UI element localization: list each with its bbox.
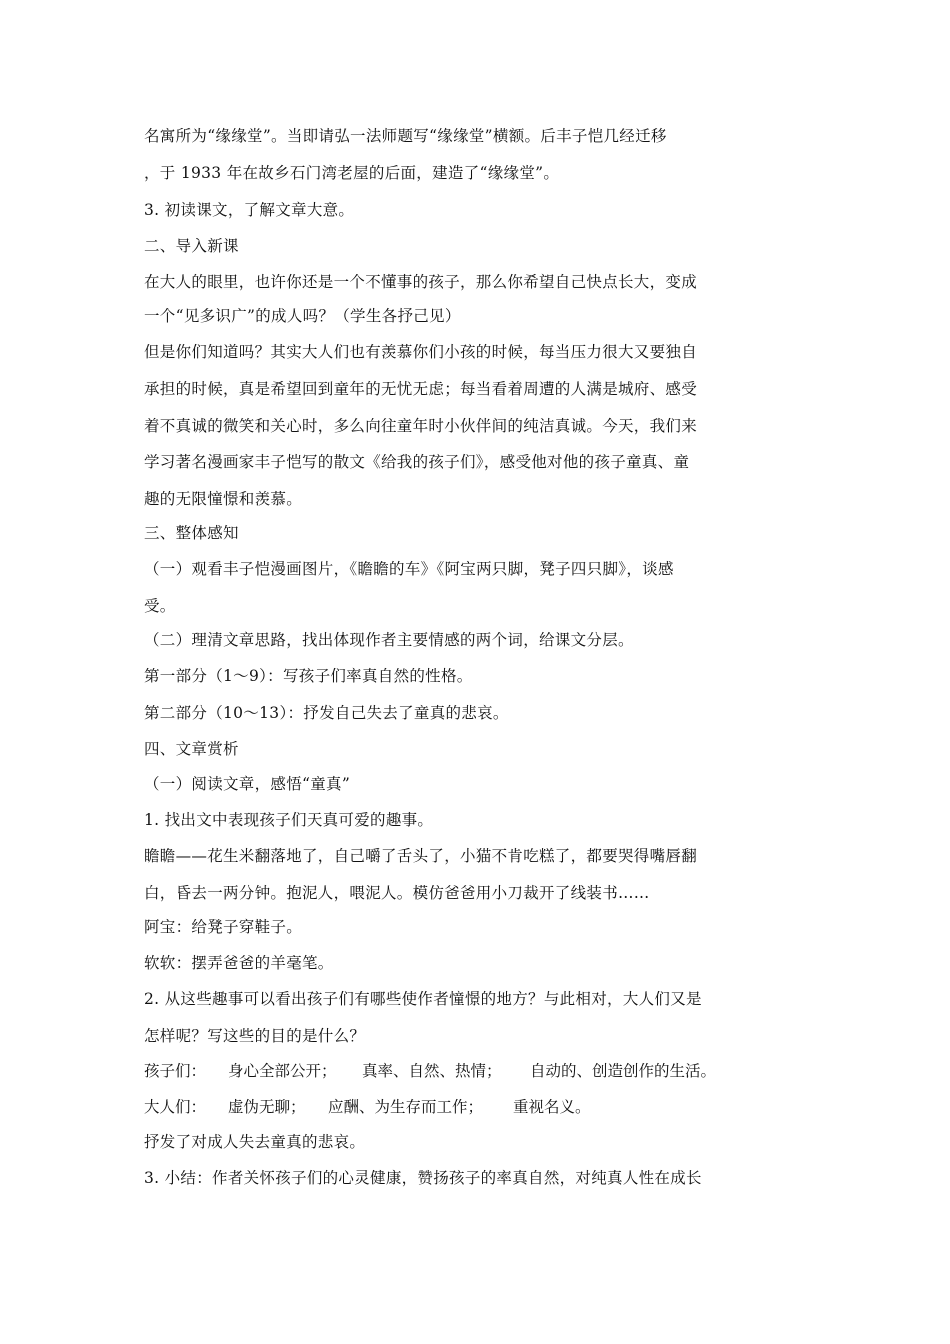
row-item: 身心全部公开； <box>228 1062 337 1080</box>
text-line: 3. 初读课文，了解文章大意。 <box>144 201 355 219</box>
row-item: 应酬、为生存而工作； <box>328 1098 484 1116</box>
text-line: （二）理清文章思路，找出体现作者主要情感的两个词，给课文分层。 <box>144 631 634 649</box>
text-line: 在大人的眼里，也许你还是一个不懂事的孩子，那么你希望自己快点长大，变成 <box>144 273 698 291</box>
section-heading: 四、文章赏析 <box>144 740 239 758</box>
text-line: 抒发了对成人失去童真的悲哀。 <box>144 1133 366 1151</box>
text-line: 但是你们知道吗？其实大人们也有羡慕你们小孩的时候，每当压力很大又要独自 <box>144 343 698 361</box>
text-line: （一）观看丰子恺漫画图片，《瞻瞻的车》《阿宝两只脚，凳子四只脚》，谈感 <box>144 560 674 578</box>
text-line: 趣的无限憧憬和羡慕。 <box>144 490 303 508</box>
section-heading: 二、导入新课 <box>144 237 239 255</box>
text-line: 承担的时候，真是希望回到童年的无忧无虑；每当看着周遭的人满是城府、感受 <box>144 380 698 398</box>
text-line: ，于 1933 年在故乡石门湾老屋的后面，建造了“缘缘堂”。 <box>144 164 560 182</box>
text-line: （一）阅读文章，感悟“童真” <box>144 775 351 793</box>
text-line: 受。 <box>144 597 176 615</box>
row-label: 大人们： <box>144 1098 207 1116</box>
text-line: 3. 小结：作者关怀孩子们的心灵健康，赞扬孩子的率真自然，对纯真人性在成长 <box>144 1169 702 1187</box>
text-line: 白，昏去一两分钟。抱泥人，喂泥人。模仿爸爸用小刀裁开了线装书…… <box>144 884 650 902</box>
text-line: 1. 找出文中表现孩子们天真可爱的趣事。 <box>144 811 434 829</box>
text-line: 第一部分（1～9）：写孩子们率真自然的性格。 <box>144 667 473 685</box>
text-line: 第二部分（10～13）：抒发自己失去了童真的悲哀。 <box>144 704 509 722</box>
text-line: 名寓所为“缘缘堂”。当即请弘一法师题写“缘缘堂”横额。后丰子恺几经迁移 <box>144 127 667 145</box>
row-label: 孩子们： <box>144 1062 207 1080</box>
text-line: 一个“见多识广”的成人吗？（学生各抒己见） <box>144 307 461 325</box>
row-item: 自动的、创造创作的生活。 <box>530 1062 717 1080</box>
row-item: 重视名义。 <box>513 1098 591 1116</box>
text-line: 阿宝：给凳子穿鞋子。 <box>144 918 303 936</box>
text-line: 学习著名漫画家丰子恺写的散文《给我的孩子们》，感受他对他的孩子童真、童 <box>144 453 690 471</box>
text-line: 瞻瞻——花生米翻落地了，自己嚼了舌头了，小猫不肯吃糕了，都要哭得嘴唇翻 <box>144 847 698 865</box>
section-heading: 三、整体感知 <box>144 524 239 542</box>
text-line: 着不真诚的微笑和关心时，多么向往童年时小伙伴间的纯洁真诚。今天，我们来 <box>144 417 698 435</box>
text-line: 软软：摆弄爸爸的羊毫笔。 <box>144 954 334 972</box>
row-item: 真率、自然、热情； <box>362 1062 502 1080</box>
row-item: 虚伪无聊； <box>228 1098 306 1116</box>
text-line: 怎样呢？写这些的目的是什么？ <box>144 1027 366 1045</box>
text-line: 2. 从这些趣事可以看出孩子们有哪些使作者憧憬的地方？与此相对，大人们又是 <box>144 990 702 1008</box>
